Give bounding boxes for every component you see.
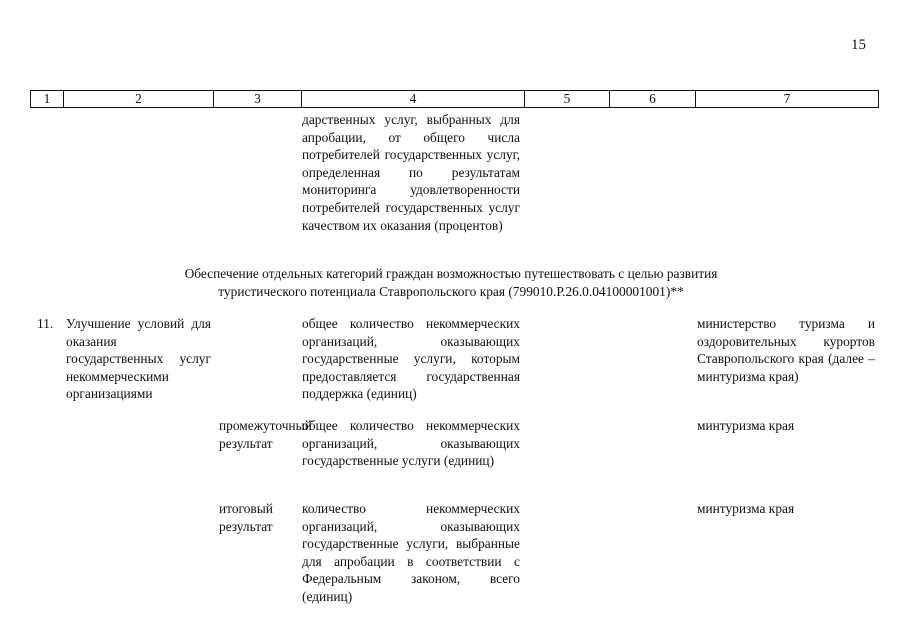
column-header-4: 4 xyxy=(302,91,525,108)
row-title: Улучшение условий для оказания государственных услуг некоммерческими организациями xyxy=(66,316,211,402)
section-heading-line-1: Обеспечение отдельных категорий граждан возможностью путешествовать с целью развития xyxy=(184,266,718,281)
column-header-7: 7 xyxy=(696,91,879,108)
row-number: 11. xyxy=(37,316,54,331)
indicator-description: общее количество некоммерческих организаций, оказывающих государственные услуги, которым предоставляется государственная поддержка (единиц) xyxy=(302,316,520,402)
column-header-5: 5 xyxy=(525,91,610,108)
indicator-executor: минтуризма края xyxy=(697,501,795,516)
column-header-table xyxy=(30,90,879,108)
column-header-3: 3 xyxy=(214,91,302,108)
page-number: 15 xyxy=(851,37,866,53)
column-header-row xyxy=(31,91,879,108)
indicator-description: количество некоммерческих организаций, оказывающих государственные услуги, выбранные для апробации в соответствии с Федеральным законом, всего (единиц) xyxy=(302,501,520,604)
section-heading-line-2: туристического потенциала Ставропольского края (799010.Р.26.0.04100001001)** xyxy=(218,283,684,299)
column-header-6: 6 xyxy=(610,91,696,108)
indicator-executor: министерство туризма и оздоровительных курортов Ставропольского края (далее – минтуризма края) xyxy=(697,316,875,384)
column-header-1: 1 xyxy=(31,91,64,108)
indicator-description: общее количество некоммерческих организаций, оказывающих государственные услуги (единиц) xyxy=(302,418,520,469)
continuation-text: дарственных услуг, выбранных для апробации, от общего числа потребителей государственных услуг, определенная по результатам мониторинга удовлетворенности потребителей государственных услуг качеством их оказания (процентов) xyxy=(302,112,520,233)
section-heading xyxy=(40,265,862,300)
indicator-executor: минтуризма края xyxy=(697,418,795,433)
indicator-stage: промежуточный результат xyxy=(219,418,312,451)
column-header-2: 2 xyxy=(64,91,214,108)
indicator-stage: итоговый результат xyxy=(219,501,273,534)
